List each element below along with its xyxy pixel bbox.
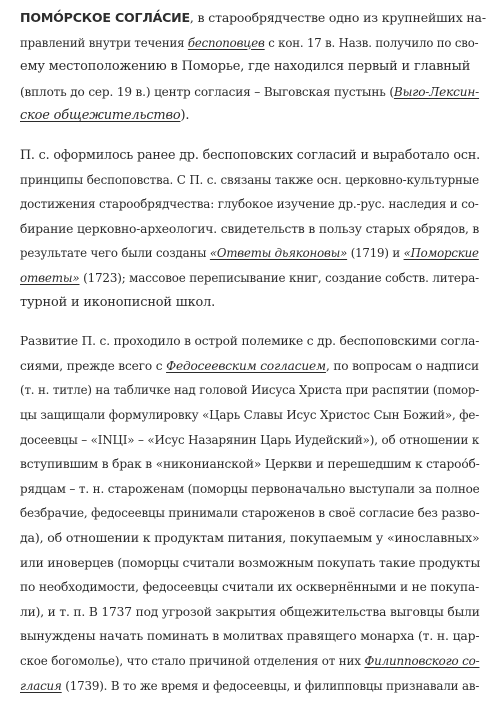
text-line (20, 31, 478, 55)
text-span: (1739). В то же время и федосеевцы, и филипповцы признавали ав- (61, 678, 480, 693)
text-span: или иноверцев (поморцы считали возможным покупать такие продукты (20, 555, 481, 570)
text-line (20, 452, 480, 476)
text-line (20, 428, 479, 452)
text-span: вынуждены начать поминать в молитвах правящего монарха (т. н. цар- (20, 628, 480, 644)
text-span: цы защищали формулировку «Царь Славы Исус Христос Сын Божий», фе- (20, 408, 480, 422)
text-line (20, 241, 479, 265)
text-span: Развитие П. с. проходило в острой полемике с др. беспоповскими согла- (20, 334, 480, 349)
text-span: П. с. оформилось ранее др. беспоповских согласий и выработало осн. (20, 147, 480, 162)
text-span: рядцам – т. н. староженам (поморцы первоначально выступали за полное (20, 481, 480, 496)
text-span: (т. н. титле) на табличке над головой Иисуса Христа при распятии (помор- (20, 383, 480, 398)
text-span: (вплоть до сер. 19 в.) центр согласия – Выговская пустынь ( (20, 84, 394, 99)
text-line (20, 266, 479, 290)
cross-reference-link[interactable]: Федосеевским согласием (166, 358, 326, 373)
text-span: ). (180, 108, 190, 124)
text-line (20, 217, 479, 241)
text-span: результате чего были созданы (20, 246, 210, 261)
article-term: ПОМО́РСКОЕ СОГЛА́СИЕ (20, 10, 190, 25)
text-line (20, 354, 479, 378)
text-span: безбрачие, федосеевцы принимали староженов в своё согласие без разво- (20, 506, 480, 521)
cross-reference-link[interactable]: Филипповского со- (364, 654, 480, 668)
text-span: вступившим в брак в «никонианской» Церкви и перешедшим к староо́б- (20, 457, 480, 472)
text-line (20, 168, 479, 192)
text-span: ли), и т. п. В 1737 под угрозой закрытия общежительства выговцы были (20, 604, 480, 619)
text-span: правлений внутри течения (20, 35, 188, 50)
text-line (20, 501, 479, 525)
cross-reference-link[interactable]: «Ответы дьяконовы» (209, 246, 348, 261)
text-line (20, 291, 215, 315)
text-line (20, 378, 479, 402)
cross-reference-link[interactable]: ское общежительство (20, 108, 181, 124)
text-span: сиями, прежде всего с (20, 358, 167, 373)
text-span: да), об отношении к продуктам питания, покупаемым у «инославных» (20, 530, 480, 545)
text-span: турной и иконописной школ. (20, 294, 216, 310)
text-span: по необходимости, федосеевцы считали их осквернёнными и не покупа- (20, 580, 480, 595)
text-span: принципы беспоповства. С П. с. связаны также осн. церковно-культурные (20, 172, 479, 187)
text-line (20, 551, 480, 575)
text-line (20, 143, 480, 167)
text-line (20, 477, 480, 501)
text-line (20, 575, 479, 599)
text-line (20, 104, 189, 128)
text-span: , в старообрядчестве одно из крупнейших на- (189, 10, 486, 25)
text-line (20, 600, 480, 624)
text-span: ему местоположению в Поморье, где находился первый и главный (20, 59, 471, 75)
cross-reference-link[interactable]: Выго-Лексин- (393, 84, 480, 99)
cross-reference-link[interactable]: беспоповцев (187, 35, 265, 50)
text-line (20, 674, 479, 698)
text-span: бирание церковно-археологич. свидетельств в пользу старых обрядов, в (20, 221, 480, 236)
text-line (20, 526, 480, 550)
text-line (20, 55, 470, 79)
text-line (20, 624, 479, 648)
text-span: ское богомолье), что стало причиной отделения от них (20, 654, 365, 668)
text-line (20, 6, 486, 30)
text-line (20, 192, 479, 216)
cross-reference-link[interactable]: гласия (20, 678, 62, 693)
cross-reference-link[interactable]: «Поморские (403, 246, 479, 261)
text-line (20, 403, 479, 427)
text-span: (1719) и (347, 246, 404, 261)
text-span: (1723); массовое переписывание книг, создание собств. литера- (79, 271, 480, 285)
text-span: , по вопросам о надписи (325, 358, 479, 373)
text-span: досеевцы – «INЦI» – «Исус Назарянин Царь Иудейский»), об отношении к (20, 432, 480, 447)
text-span: с кон. 17 в. Назв. получило по сво- (264, 35, 479, 50)
text-span: достижения старообрядчества: глубокое изучение др.-рус. наследия и со- (20, 197, 479, 212)
text-line (20, 329, 479, 353)
cross-reference-link[interactable]: ответы» (20, 271, 80, 285)
text-line (20, 80, 479, 104)
text-line (20, 649, 479, 673)
